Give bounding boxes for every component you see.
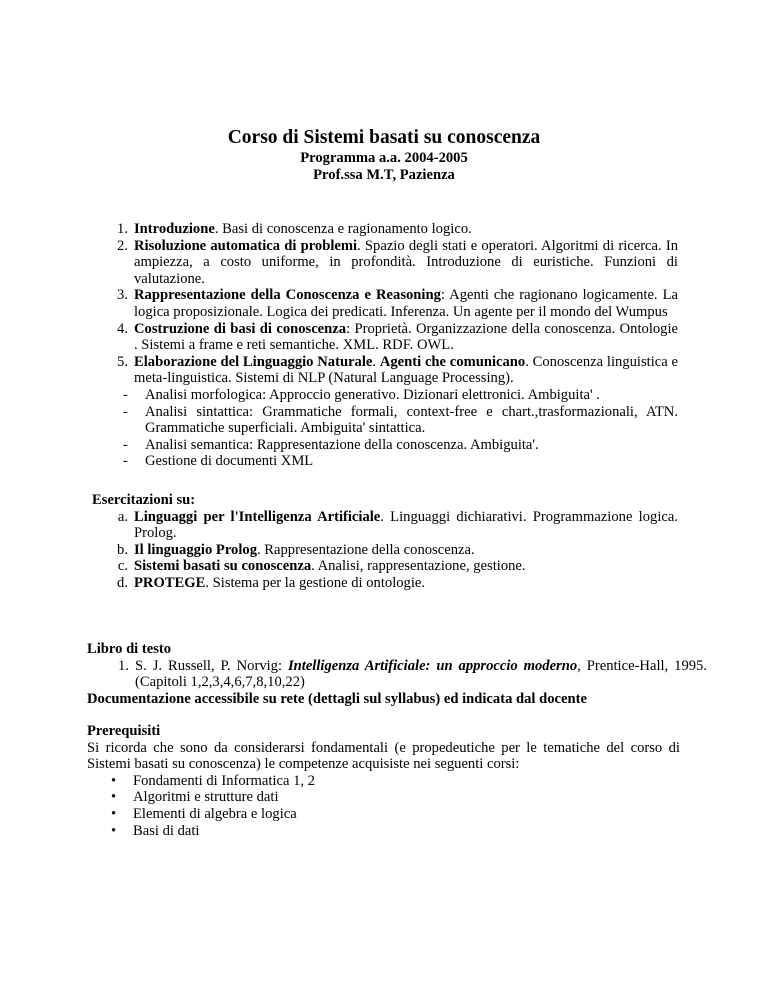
bullet-marker: • (111, 805, 117, 822)
document-header (0, 126, 768, 183)
nlp-subitem (98, 387, 678, 404)
exercises-heading (92, 492, 678, 509)
bullet-marker: • (111, 822, 117, 839)
topic-title: Rappresentazione della Conoscenza e Reasoning (134, 287, 441, 304)
prerequisites-section (87, 723, 680, 839)
textbook-item (87, 658, 707, 691)
bullet-marker: • (111, 789, 117, 806)
prerequisite-item (87, 789, 680, 806)
exercise-text: . Analisi, rappresentazione, gestione. (311, 558, 526, 575)
exercise-letter: d. (117, 574, 128, 591)
subitem-text: Analisi sintattica: Grammatiche formali, context-free e chart.,trasformazionali, ATN. Grammatiche superficiali. Ambiguita' sintattica. (145, 403, 678, 437)
topic-title: Introduzione (134, 221, 215, 237)
textbook-heading (87, 641, 707, 658)
prerequisite-course: Basi di dati (133, 822, 200, 839)
exercise-text: . Sistema per la gestione di ontologie. (205, 574, 426, 591)
exercise-letter: b. (117, 541, 128, 558)
exercise-item (92, 558, 678, 575)
exercise-text: . Rappresentazione della conoscenza. (257, 541, 475, 558)
exercise-item (92, 509, 678, 542)
exercise-title: Linguaggi per l'Intelligenza Artificiale (134, 508, 381, 525)
dash-marker: - (123, 386, 128, 403)
subitem-text: Gestione di documenti XML (145, 453, 314, 470)
topic-number: 5. (117, 353, 128, 370)
prerequisites-text: Si ricorda che sono da considerarsi fondamentali (e propedeutiche per le tematiche del corso di Sistemi basati su conoscenza) le competenze acquisiste nei seguenti corsi: (87, 739, 680, 773)
prerequisites-heading (87, 723, 680, 740)
prerequisite-course: Algoritmi e strutture dati (133, 789, 279, 806)
nlp-subitem (98, 453, 678, 470)
exercise-letter: a. (117, 508, 128, 525)
topic-title: Elaborazione del Linguaggio Naturale (134, 353, 373, 370)
topic-text: : Proprietà. Organizzazione della conoscenza. Ontologie . Sistemi a frame e reti semantiche. XML. RDF. OWL. (134, 320, 679, 354)
topic-text: : Agenti che ragionano logicamente. La logica proposizionale. Logica dei predicati. Inferenza. Un agente per il mondo del Wumpus (134, 287, 678, 320)
prerequisite-course: Fondamenti di Informatica 1, 2 (133, 772, 315, 789)
topic-text: . Spazio degli stati e operatori. Algoritmi di ricerca. In ampiezza, a costo uniforme, in profondità. Introduzione di euristiche. Funzioni di valutazione. (134, 237, 679, 287)
exercises-section (92, 492, 678, 592)
textbook-details: , Prentice-Hall, 1995. (Capitoli 1,2,3,4,6,7,8,10,22) (135, 657, 707, 691)
textbook-authors: S. J. Russell, P. Norvig: (135, 657, 288, 674)
prerequisites-heading-text: Prerequisiti (87, 723, 161, 739)
topic-title: Risoluzione automatica di problemi (134, 237, 358, 254)
textbook-section (87, 641, 707, 707)
program-year: Programma a.a. 2004-2005 (300, 150, 468, 166)
textbook-title: Intelligenza Artificiale: un approccio moderno (287, 657, 578, 674)
exercise-item (92, 542, 678, 559)
dash-marker: - (123, 403, 128, 420)
exercise-text: . Linguaggi dichiarativi. Programmazione logica. Prolog. (134, 508, 678, 542)
documentation-note-text: Documentazione accessibile su rete (dettagli sul syllabus) ed indicata dal docente (87, 690, 587, 707)
exercise-title: Il linguaggio Prolog (134, 541, 257, 558)
topic-separator: . (372, 353, 380, 370)
course-title: Corso di Sistemi basati su conoscenza (227, 127, 541, 148)
exercise-letter: c. (117, 558, 128, 575)
topic-number: 1. (117, 221, 128, 237)
prerequisite-item (87, 773, 680, 790)
professor-name: Prof.ssa M.T, Pazienza (313, 166, 455, 183)
nlp-subitem (98, 404, 678, 437)
bullet-marker: • (111, 772, 117, 789)
topic-item (98, 238, 678, 288)
exercise-title: PROTEGE (134, 574, 206, 591)
prerequisite-course: Elementi di algebra e logica (133, 805, 297, 822)
topic-item (98, 287, 678, 320)
topic-item (98, 221, 678, 238)
topic-title: Costruzione di basi di conoscenza (134, 320, 347, 337)
topic-subtitle: Agenti che comunicano (379, 353, 526, 370)
exercises-heading-text: Esercitazioni su: (92, 492, 196, 508)
topic-item (98, 354, 678, 387)
topic-number: 3. (117, 287, 128, 304)
topic-number: 2. (117, 237, 128, 254)
textbook-number: 1. (118, 657, 129, 674)
subitem-text: Analisi morfologica: Approccio generativo. Dizionari elettronici. Ambiguita' . (145, 386, 600, 403)
topic-number: 4. (117, 320, 128, 337)
documentation-note (87, 691, 707, 708)
prerequisite-item (87, 806, 680, 823)
dash-marker: - (123, 453, 128, 470)
subitem-text: Analisi semantica: Rappresentazione della conoscenza. Ambiguita'. (145, 436, 539, 453)
topic-text: . Basi di conoscenza e ragionamento logico. (214, 221, 472, 237)
topics-list (98, 221, 678, 470)
textbook-heading-text: Libro di testo (87, 641, 172, 657)
prerequisite-item (87, 823, 680, 840)
dash-marker: - (123, 436, 128, 453)
topic-item (98, 321, 678, 354)
topic-text: . Conoscenza linguistica e meta-linguistica. Sistemi di NLP (Natural Language Processing). (134, 353, 678, 387)
exercise-item (92, 575, 678, 592)
nlp-subitem (98, 437, 678, 454)
exercise-title: Sistemi basati su conoscenza (134, 558, 312, 575)
